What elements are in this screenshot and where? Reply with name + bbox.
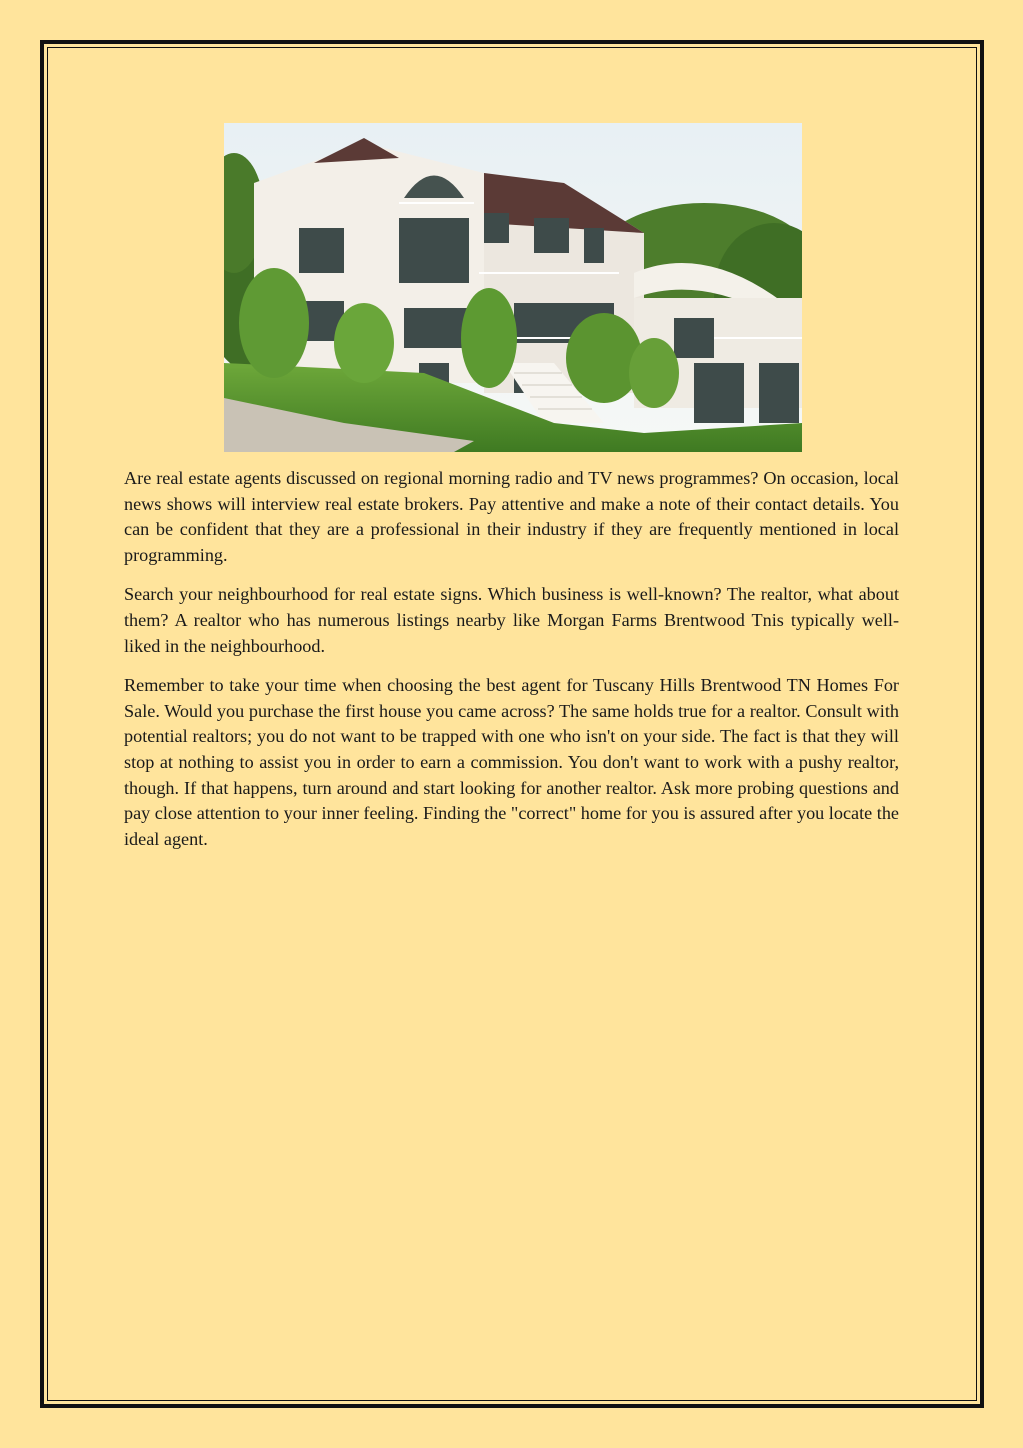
article-body xyxy=(124,466,899,866)
paragraph-1: Are real estate agents discussed on regional morning radio and TV news programmes? On occasion, local news shows will interview real estate brokers. Pay attentive and make a note of their contact details. You can be confident that they are a professional in their industry if they are frequently mentioned in local programming. xyxy=(124,468,899,565)
mansion-photo xyxy=(224,123,802,452)
mansion-photo-icon xyxy=(224,123,802,452)
paragraph-2: Search your neighbourhood for real estate signs. Which business is well-known? The realtor, what about them? A realtor who has numerous listings nearby like Morgan Farms Brentwood Tnis typically well-liked in the neighbourhood. xyxy=(124,584,899,656)
paragraph-3: Remember to take your time when choosing the best agent for Tuscany Hills Brentwood TN Homes For Sale. Would you purchase the first house you came across? The same holds true for a realtor. Consult with potential realtors; you do not want to be trapped with one who isn't on your side. The fact is that they will stop at nothing to assist you in order to earn a commission. You don't want to work with a pushy realtor, though. If that happens, turn around and start looking for another realtor. Ask more probing questions and pay close attention to your inner feeling. Finding the "correct" home for you is assured after you locate the ideal agent. xyxy=(124,675,899,849)
